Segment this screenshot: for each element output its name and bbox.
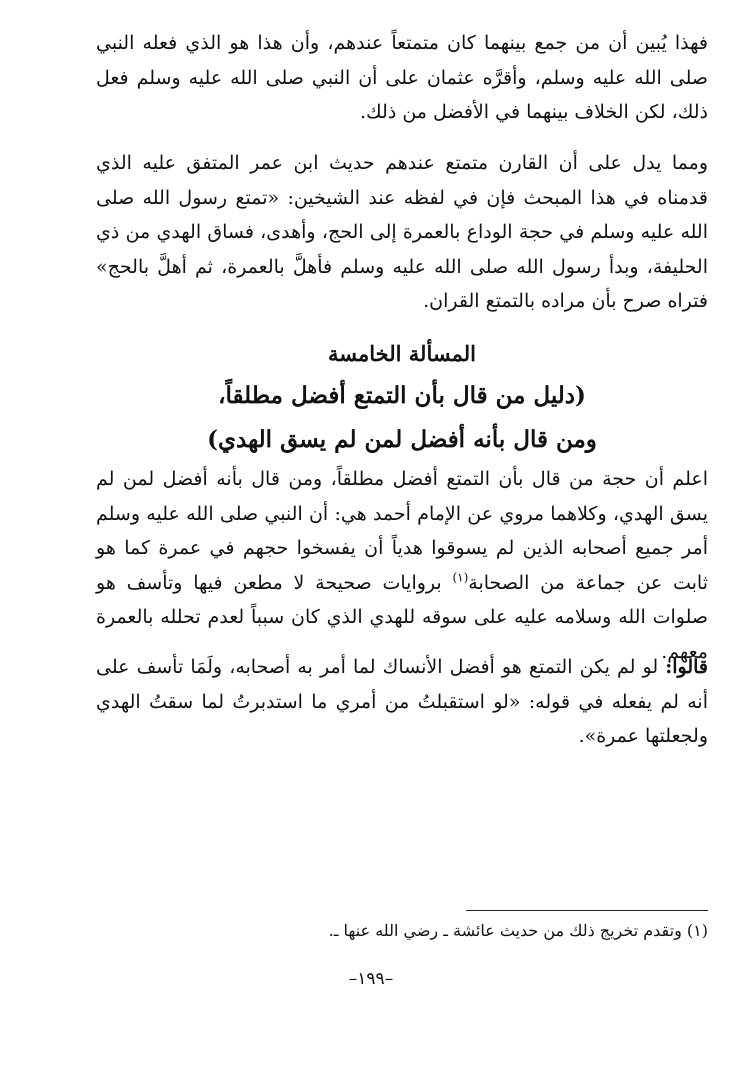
section-subtitle-line-1: (دليل من قال بأن التمتع أفضل مطلقاً، [218, 382, 586, 409]
paragraph-4-lead: قالوا: [665, 656, 708, 678]
footnote: (١) وتقدم تخريج ذلك من حديث عائشة ـ رضي الله عنها ـ. [328, 921, 708, 940]
section-subtitle-line-2: ومن قال بأنه أفضل لمن لم يسق الهدي) [207, 426, 597, 453]
footnote-marker[interactable]: (١) [452, 570, 469, 585]
paragraph-3-text: اعلم أن حجة من قال بأن التمتع أفضل مطلقاً، ومن قال بأنه أفضل لمن لم يسق الهدي، وكلاهما مروي عن الإمام أحمد هي: أن النبي صلى الله عليه وسلم أمر جميع أصحابه الذين لم يسوقوا هدياً أن يفسخوا حجهم في عمرة كما هو ثابت عن جماعة من الصحابة [96, 468, 708, 594]
paragraph-3 [96, 462, 708, 669]
paragraph-4-body: لو لم يكن التمتع هو أفضل الأنساك لما أمر به أصحابه، ولَمَا تأسف على أنه لم يفعله في قوله: «لو استقبلتُ من أمري ما استدبرتُ لما سقتُ الهدي ولجعلتها عمرة». [96, 656, 708, 747]
section-title: المسألة الخامسة [328, 341, 476, 366]
paragraph-4 [96, 650, 708, 754]
paragraph-1: فهذا يُبين أن من جمع بينهما كان متمتعاً عندهم، وأن هذا هو الذي فعله النبي صلى الله عليه وسلم، وأقرَّه عثمان على أن النبي صلى الله عليه وسلم فعل ذلك، لكن الخلاف بينهما في الأفضل من ذلك. [96, 32, 708, 123]
footnote-separator [466, 910, 708, 911]
page-number: –١٩٩– [348, 969, 394, 989]
paragraph-2: ومما يدل على أن القارن متمتع عندهم حديث ابن عمر المتفق عليه الذي قدمناه في هذا المبحث فإن في لفظه عند الشيخين: «تمتع رسول الله صلى الله عليه وسلم في حجة الوداع بالعمرة إلى الحج، وأهدى، فساق الهدي من ذي الحليفة، وبدأ رسول الله صلى الله عليه وسلم فأهلَّ بالعمرة، ثم أهلَّ بالحج» فتراه صرح بأن مراده بالتمتع القران. [96, 152, 708, 312]
paragraph-3-text-continued: بروايات صحيحة لا مطعن فيها وتأسف هو صلوات الله وسلامه عليه على سوقه للهدي الذي كان سبباً لعدم تحلله بالعمرة معهم. [96, 571, 708, 663]
